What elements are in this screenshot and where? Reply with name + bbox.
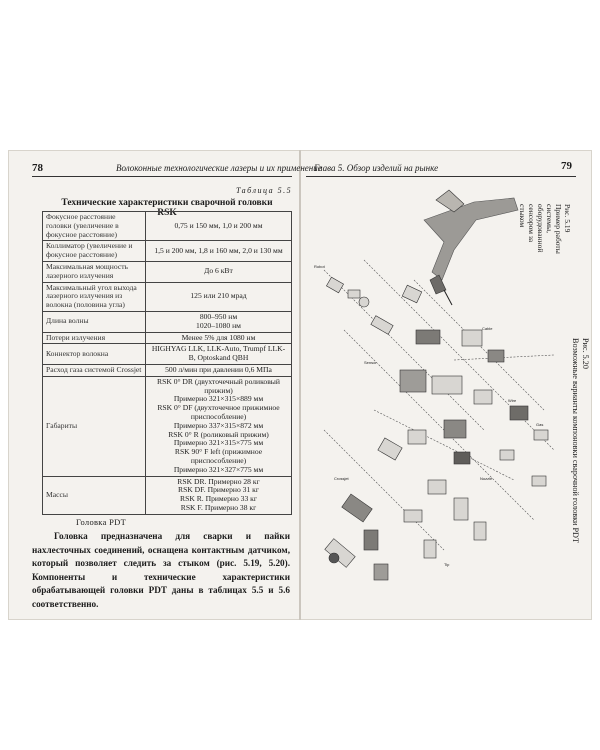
table-row (43, 282, 292, 311)
section-heading: Головка PDT (76, 517, 127, 527)
caption-line: Рис. 5.19 (563, 204, 572, 233)
value-cell: До 6 кВт (146, 261, 292, 282)
param-cell: Коллиматор (увеличение и фокусное расстояние) (43, 241, 146, 262)
table-row (43, 241, 292, 262)
value-cell: 800–950 нм 1020–1080 нм (146, 311, 292, 332)
param-cell: Габариты (43, 376, 146, 476)
value-cell: RSK DR. Примерно 28 кг RSK DF. Примерно 31 кг RSK R. Примерно 33 кг RSK F. Примерно 38 кг (146, 476, 292, 514)
param-cell: Потери излучения (43, 332, 146, 344)
figure-519-caption (518, 204, 572, 254)
param-cell: Коннектор волокна (43, 344, 146, 365)
table-row (43, 476, 292, 514)
value-cell: RSK 0° DR (двухточечный роликовый прижим) Примерно 321×315×889 мм RSK 0° DF (двухточечное прижимное приспособление) Примерно 337×315×872 мм RSK 0° R (роликовый прижим) Примерно 321×315×775 мм RSK 90° F left (прижимное приспособление) Примерно 321×327×775 мм (146, 376, 292, 476)
value-cell: HIGHYAG LLK, LLK-Auto, Trumpf LLK-B, Optoskand QBH (146, 344, 292, 365)
part-label: Nozzle (480, 476, 493, 481)
caption-line: сенсором за (527, 204, 536, 243)
body-paragraph: Головка предназначена для сварки и пайки нахлесточных соединений, оснащена контактным датчиком, который позволяет следить за стыком (рис. 5.19, 5.20). Компоненты и технические характеристики обрабатывающей головки PDT даны в таблицах 5.5 и 5.6 соответственно. (32, 531, 290, 609)
param-cell: Максимальный угол выхода лазерного излучения из волокна (половина угла) (43, 282, 146, 311)
param-cell: Длина волны (43, 311, 146, 332)
left-page-number: 78 (32, 162, 43, 174)
value-cell: 1,5 и 200 мм, 1,8 и 160 мм, 2,0 и 130 мм (146, 241, 292, 262)
param-cell: Максимальная мощность лазерного излучения (43, 261, 146, 282)
table-row (43, 311, 292, 332)
param-cell: Фокусное расстояние головки (увеличение в фокусное расстояние) (43, 212, 146, 241)
table-row (43, 376, 292, 476)
value-cell: Менее 5% для 1080 нм (146, 332, 292, 344)
table-row (43, 212, 292, 241)
right-page-header (306, 160, 576, 177)
table-title: Технические характеристики сварочной головки RSK (61, 198, 273, 218)
value-cell: 125 или 210 мрад (146, 282, 292, 311)
param-cell: Массы (43, 476, 146, 514)
figure-520-caption (570, 338, 590, 543)
value-cell: 500 л/мин при давлении 0,6 МПа (146, 364, 292, 376)
caption-line: Пример работы (554, 204, 563, 254)
part-label: Tip (444, 562, 450, 567)
caption-line: оборудованной (536, 204, 545, 253)
table-row (43, 261, 292, 282)
part-label: Cable (482, 326, 493, 331)
part-label: Crossjet (334, 476, 349, 481)
part-label: Sensor (364, 360, 377, 365)
table-row (43, 364, 292, 376)
table-number: Таблица 5.5 (236, 186, 293, 195)
book-gutter (299, 150, 301, 620)
part-label: Robot (314, 264, 325, 269)
table-row (43, 344, 292, 365)
table-row (43, 332, 292, 344)
caption-line: Возможные варианты компоновки сварочной головки PDT (571, 338, 580, 543)
caption-line: системы, (545, 204, 554, 233)
param-cell: Расход газа системой Crossjet (43, 364, 146, 376)
spec-table (42, 211, 292, 515)
left-page-header (32, 160, 322, 177)
right-running-head: Глава 5. Обзор изделий на рынке (314, 163, 439, 173)
part-label: Gas (536, 422, 544, 427)
caption-line: Рис. 5.20 (581, 338, 590, 369)
value-cell: 0,75 и 150 мм, 1,0 и 200 мм (146, 212, 292, 241)
left-running-head: Волоконные технологические лазеры и их применение (116, 163, 322, 173)
robot-photo (424, 190, 518, 305)
part-label: Wire (508, 398, 517, 403)
right-page-number: 79 (561, 160, 572, 172)
caption-line: стыком (518, 204, 527, 228)
